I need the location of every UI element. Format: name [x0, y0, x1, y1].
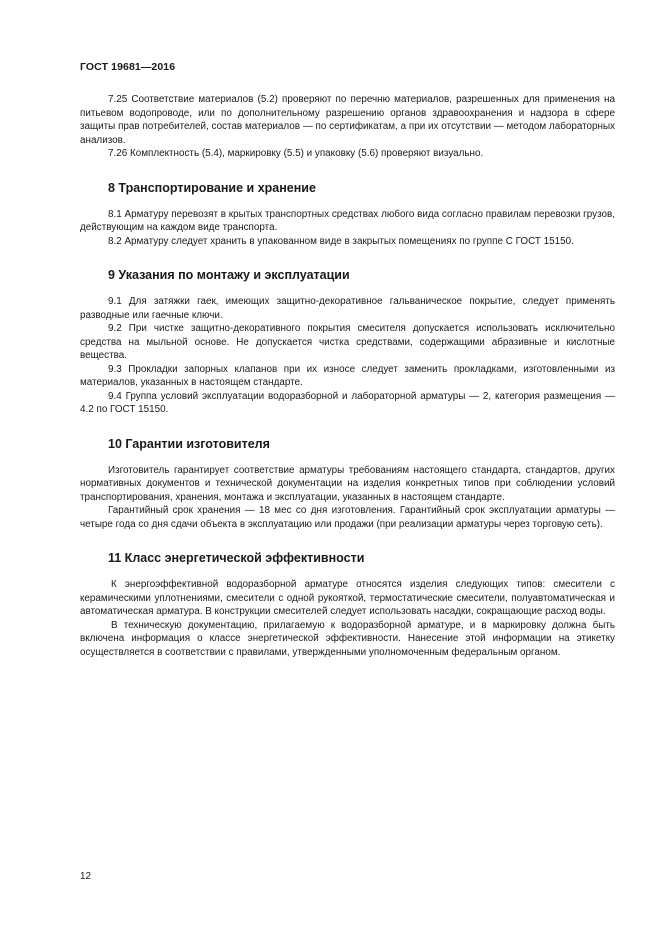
document-body	[80, 93, 615, 659]
paragraph-11-types: К энергоэффективной водоразборной арматуре относятся изделия следующих типов: смесители с керамическими уплотнениями, смесители с одной рукояткой, термостатические смесители, полуавтоматическая и автоматическая арматура. В конструкции смесителей следует использовать насадки, сокращающие расход воды.	[80, 579, 615, 617]
document-header: ГОСТ 19681—2016	[80, 61, 176, 73]
paragraph-10-terms: Гарантийный срок хранения — 18 мес со дня изготовления. Гарантийный срок эксплуатации арматуры — четыре года со дня сдачи объекта в эксплуатацию или продажи (при реализации арматуры через торговую сеть).	[80, 505, 615, 530]
section-heading-8: 8 Транспортирование и хранение	[108, 180, 316, 195]
section-heading-9: 9 Указания по монтажу и эксплуатации	[108, 268, 350, 282]
paragraph-11-documentation: В техническую документацию, прилагаемую к водоразборной арматуре, и в маркировку должна быть включена информация о классе энергетической эффективности. Нанесение этой информации на этикетку осуществляется в соответствии с правилами, утвержденными уполномоченным федеральным органом.	[80, 619, 615, 658]
paragraph-7-26: 7.26 Комплектность (5.4), маркировку (5.5) и упаковку (5.6) проверяют визуально.	[108, 148, 484, 159]
paragraph-8-1: 8.1 Арматуру перевозят в крытых транспортных средствах любого вида согласно правилам перевозки грузов, действующим на каждом виде транспорта.	[80, 208, 615, 233]
section-heading-10: 10 Гарантии изготовителя	[108, 436, 270, 451]
paragraph-9-3: 9.3 Прокладки запорных клапанов при их износе следует заменить прокладками, изготовленными из материалов, указанных в настоящем стандарте.	[80, 363, 615, 388]
paragraph-9-1: 9.1 Для затяжки гаек, имеющих защитно-декоративное гальваническое покрытие, следует применять разводные или гаечные ключи.	[80, 296, 615, 321]
paragraph-10-warranty: Изготовитель гарантирует соответствие арматуры требованиям настоящего стандарта, стандартов, других нормативных документов и технической документации на изделия конкретных типов при соблюдении условий транспортирования, хранения, монтажа и эксплуатации, указанных в настоящем стандарте.	[80, 464, 615, 503]
paragraph-7-25: 7.25 Соответствие материалов (5.2) проверяют по перечню материалов, разрешенных для применения на питьевом водопроводе, или по дополнительному разрешению органов здравоохранения и надзора в сфере защиты прав потребителей, состав материалов — по сертификатам, а при их отсутствии — методом лабораторных анализов.	[80, 94, 615, 146]
paragraph-9-4: 9.4 Группа условий эксплуатации водоразборной и лабораторной арматуры — 2, категория размещения — 4.2 по ГОСТ 15150.	[80, 390, 615, 415]
section-heading-11: 11 Класс энергетической эффективности	[108, 551, 365, 565]
paragraph-9-2: 9.2 При чистке защитно-декоративного покрытия смесителя допускается использовать исключительно средства на мыльной основе. Не допускается чистка средствами, содержащими абразивные и кислотные вещества.	[80, 323, 615, 361]
page-number: 12	[80, 871, 92, 882]
paragraph-8-2: 8.2 Арматуру следует хранить в упакованном виде в закрытых помещениях по группе С ГОСТ 15150.	[108, 235, 574, 247]
